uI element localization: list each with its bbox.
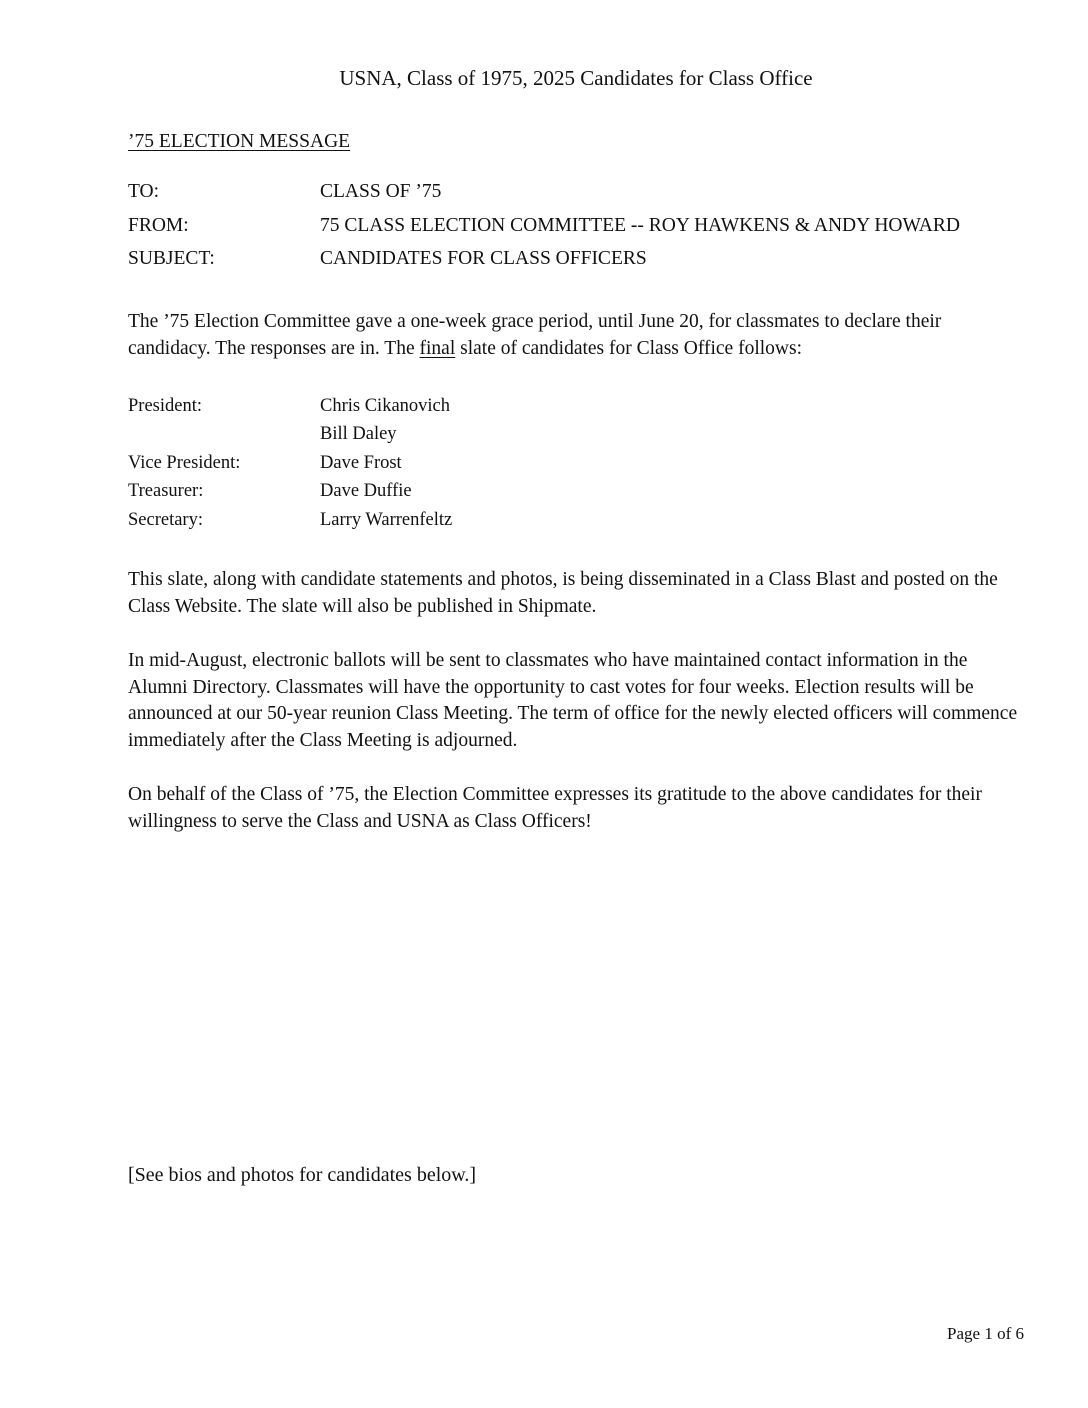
page-number: Page 1 of 6 — [947, 1324, 1024, 1343]
slate-candidate-name: Larry Warrenfeltz — [320, 509, 453, 530]
memo-subject-label: SUBJECT: — [128, 248, 215, 269]
memo-to-value: CLASS OF ’75 — [320, 181, 442, 202]
slate-office: Secretary: — [128, 509, 203, 530]
gratitude-text: On behalf of the Class of ’75, the Election Committee expresses its gratitude to the above candidates for their willingness to serve the Class and USNA as Class Officers! — [128, 784, 982, 832]
intro-text-end: slate of candidates for Class Office follows: — [455, 337, 802, 359]
intro-final-word: final — [419, 337, 456, 359]
slate-candidate-name: Chris Cikanovich — [320, 396, 451, 416]
page-title: USNA, Class of 1975, 2025 Candidates for Class Office — [339, 66, 813, 90]
ballots-text: In mid-August, electronic ballots will be sent to classmates who have maintained contact information in the Alumni Directory. Classmates will have the opportunity to cast votes for four weeks. Election results will be announced at our 50-year reunion Class Meeting. The term of office for the newly elected officers will commence immediately after the Class Meeting is adjourned. — [128, 650, 1018, 751]
intro-text-start: The ’75 Election Committee gave a one-week grace period, until June 20, for classmates to declare their candidacy. The responses are in. The — [128, 311, 942, 359]
memo-subject-value: CANDIDATES FOR CLASS OFFICERS — [320, 248, 647, 269]
slate-office: President: — [128, 396, 202, 416]
slate-candidate-name: Bill Daley — [320, 424, 397, 445]
slate-office: Vice President: — [128, 452, 241, 473]
slate-candidate-name: Dave Frost — [320, 452, 402, 473]
memo-to-label: TO: — [128, 181, 160, 202]
slate-office: Treasurer: — [128, 481, 204, 502]
bios-footnote: [See bios and photos for candidates below.] — [128, 1164, 477, 1186]
dissemination-text: This slate, along with candidate statements and photos, is being disseminated in a Class Blast and posted on the Class Website. The slate will also be published in Shipmate. — [128, 569, 998, 617]
slate-candidate-name: Dave Duffie — [320, 481, 412, 502]
ballots-paragraph — [128, 648, 1028, 754]
dissemination-paragraph — [128, 567, 1028, 620]
memo-from-label: FROM: — [128, 215, 189, 236]
election-message-heading: ’75 ELECTION MESSAGE — [128, 131, 351, 152]
intro-paragraph — [128, 309, 1028, 362]
memo-from-value: 75 CLASS ELECTION COMMITTEE -- ROY HAWKENS & ANDY HOWARD — [320, 215, 960, 236]
gratitude-paragraph — [128, 782, 1028, 835]
